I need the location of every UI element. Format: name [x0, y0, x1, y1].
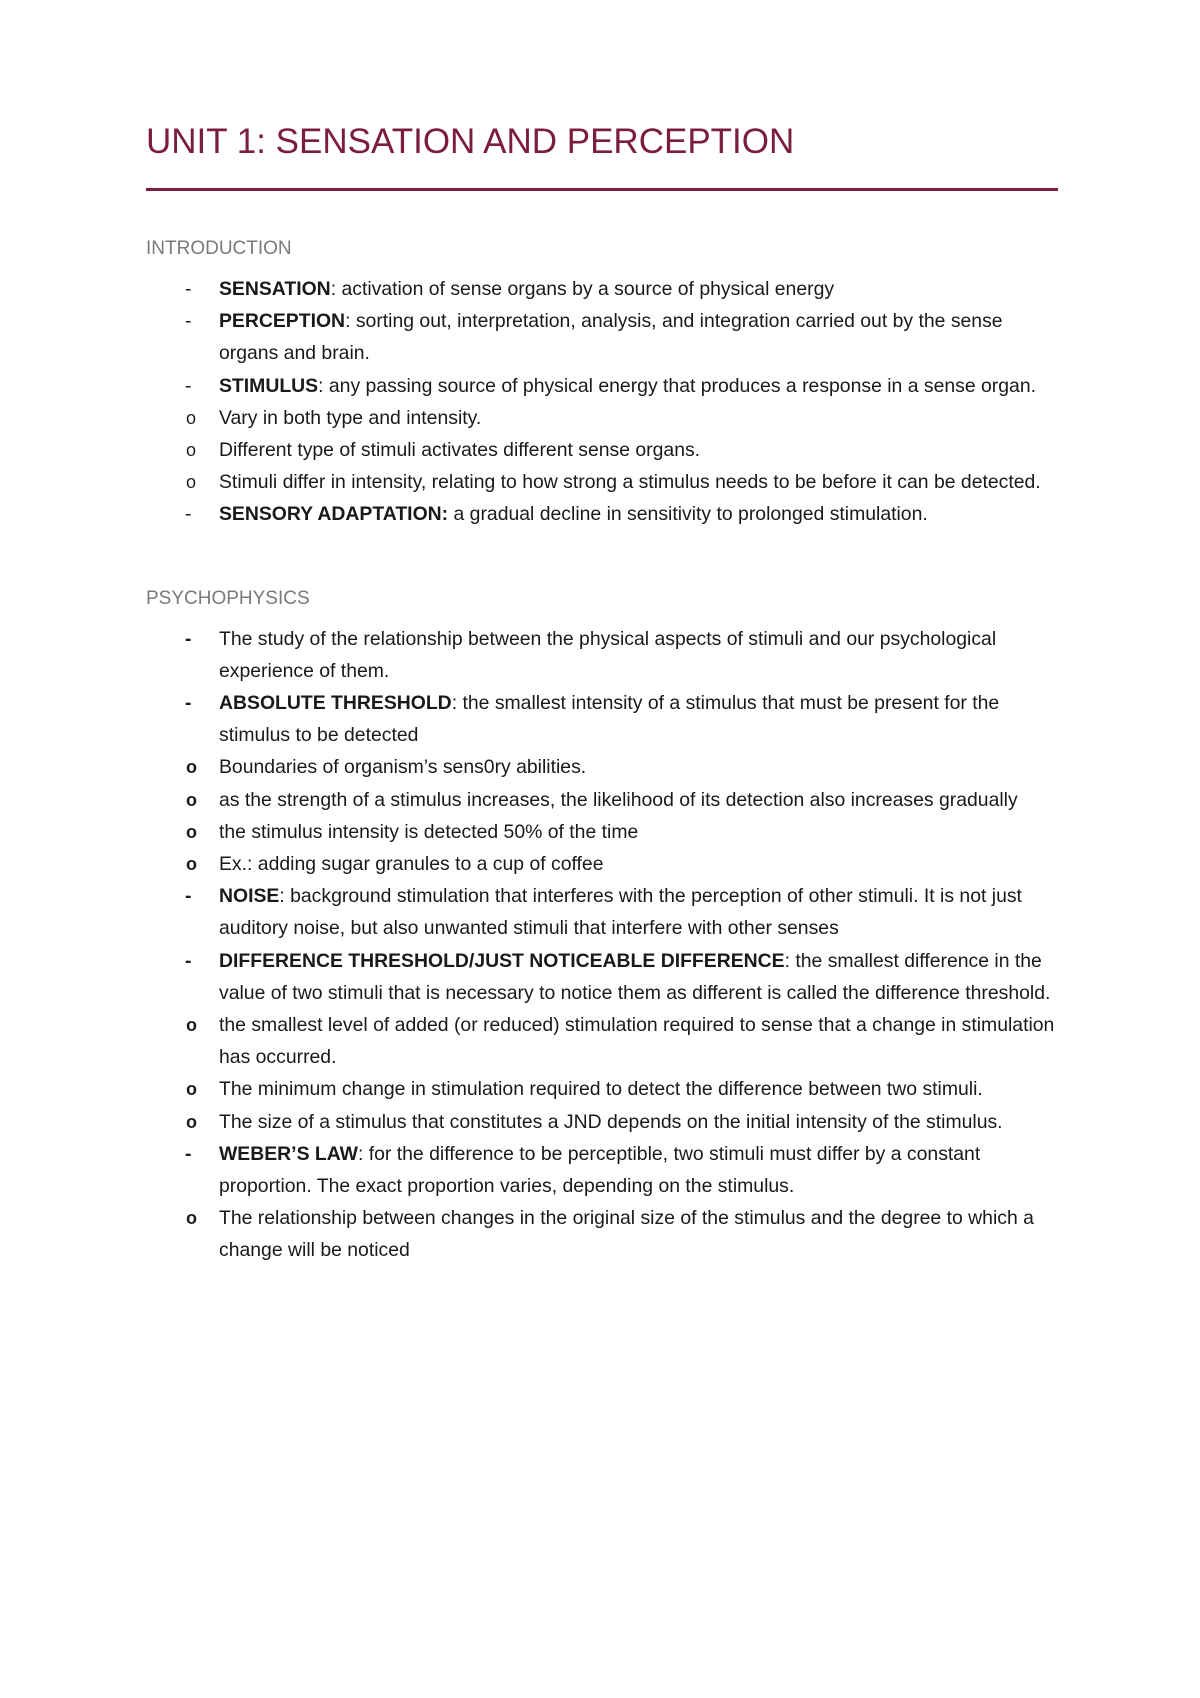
list-item — [146, 687, 1058, 751]
sub-list-item — [146, 1202, 1058, 1266]
dash-bullet: - — [185, 278, 192, 300]
sub-list — [146, 1009, 1058, 1138]
sub-list-item — [146, 466, 1058, 498]
circle-bullet-icon: o — [186, 821, 197, 842]
sub-item-text: The size of a stimulus that constitutes a JND depends on the initial intensity of the stimulus. — [219, 1110, 1003, 1133]
list-item — [146, 305, 1058, 369]
definition-text: a gradual decline in sensitivity to prolonged stimulation. — [448, 503, 928, 526]
term-label: PERCEPTION — [219, 310, 346, 333]
circle-bullet-icon: o — [186, 1111, 197, 1132]
term-label: NOISE — [219, 885, 280, 908]
sub-list-item — [146, 816, 1058, 848]
term-label: WEBER’S LAW — [219, 1142, 358, 1165]
sub-list-item — [146, 434, 1058, 466]
circle-bullet-icon: o — [186, 1015, 197, 1036]
definition-text: : sorting out, interpretation, analysis, and integration carried out by the sense organs and brain. — [219, 310, 1003, 365]
section-heading-introduction: INTRODUCTION — [146, 238, 292, 259]
dash-bullet: - — [185, 692, 192, 715]
definition-text: : background stimulation that interferes with the perception of other stimuli. It is not just auditory noise, but also unwanted stimuli that interfere with other senses — [219, 885, 1022, 940]
term-label: STIMULUS — [219, 374, 319, 397]
sub-list-item — [146, 1073, 1058, 1105]
sub-list-item — [146, 402, 1058, 434]
circle-bullet-icon: o — [186, 407, 197, 428]
sub-item-text: The minimum change in stimulation required to detect the difference between two stimuli. — [219, 1078, 983, 1101]
term-label: DIFFERENCE THRESHOLD/JUST NOTICEABLE DIFFERENCE — [219, 949, 785, 972]
section-heading-psychophysics: PSYCHOPHYSICS — [146, 587, 310, 609]
title-divider — [146, 188, 1058, 191]
definition-text: : activation of sense organs by a source of physical energy — [330, 278, 835, 300]
circle-bullet-icon: o — [186, 472, 197, 493]
sub-list — [146, 751, 1058, 880]
list-item — [146, 945, 1058, 1009]
sub-list — [146, 402, 1058, 499]
circle-bullet-icon: o — [186, 1079, 197, 1100]
sub-item-text: The relationship between changes in the original size of the stimulus and the degree to which a change will be noticed — [219, 1207, 1034, 1262]
dash-bullet: - — [185, 1142, 192, 1165]
sub-list — [146, 1202, 1058, 1266]
term-label: SENSORY ADAPTATION: — [219, 503, 449, 526]
sub-item-text: the stimulus intensity is detected 50% of the time — [219, 820, 639, 843]
list-item — [146, 880, 1058, 944]
circle-bullet-icon: o — [186, 789, 197, 810]
sub-list-item — [146, 848, 1058, 880]
document-body — [146, 118, 1058, 1267]
sub-item-text: as the strength of a stimulus increases, the likelihood of its detection also increases gradually — [219, 788, 1018, 811]
sub-item-text: Stimuli differ in intensity, relating to how strong a stimulus needs to be before it can be detected. — [219, 471, 1041, 494]
list-item — [146, 623, 1058, 687]
definition-text: : any passing source of physical energy that produces a response in a sense organ. — [318, 374, 1036, 397]
sub-item-text: Boundaries of organism’s sens0ry abilities. — [219, 756, 587, 779]
circle-bullet-icon: o — [186, 440, 197, 461]
definition-text: : for the difference to be perceptible, two stimuli must differ by a constant proportion. The exact proportion varies, depending on the stimulus. — [219, 1142, 981, 1198]
circle-bullet-icon: o — [186, 757, 197, 778]
dash-bullet: - — [185, 310, 192, 333]
definition-text: : the smallest difference in the value of two stimuli that is necessary to notice them as different is called the difference threshold. — [219, 949, 1051, 1004]
dash-bullet: - — [185, 949, 192, 972]
page-title: UNIT 1: SENSATION AND PERCEPTION — [146, 122, 795, 161]
sub-list-item — [146, 751, 1058, 783]
sub-list-item — [146, 1009, 1058, 1073]
list-item — [146, 273, 1058, 305]
sub-list-item — [146, 784, 1058, 816]
list-item — [146, 370, 1058, 402]
psychophysics-list — [146, 623, 1058, 1267]
definition-text: The study of the relationship between the physical aspects of stimuli and our psychological experience of them. — [219, 627, 997, 682]
introduction-list — [146, 273, 1058, 531]
sub-item-text: the smallest level of added (or reduced) stimulation required to sense that a change in stimulation has occurred. — [219, 1014, 1055, 1069]
list-item — [146, 1138, 1058, 1202]
list-item — [146, 498, 1058, 530]
circle-bullet-icon: o — [186, 854, 197, 875]
dash-bullet: - — [185, 374, 192, 397]
circle-bullet-icon: o — [186, 1208, 197, 1229]
dash-bullet: - — [185, 627, 192, 650]
sub-item-text: Vary in both type and intensity. — [219, 406, 482, 429]
term-label: SENSATION — [219, 278, 331, 300]
term-label: ABSOLUTE THRESHOLD — [219, 692, 452, 715]
dash-bullet: - — [185, 885, 192, 908]
sub-item-text: Different type of stimuli activates different sense organs. — [219, 439, 701, 462]
sub-list-item — [146, 1106, 1058, 1138]
dash-bullet: - — [185, 503, 192, 526]
definition-text: : the smallest intensity of a stimulus that must be present for the stimulus to be detected — [219, 692, 1000, 747]
sub-item-text: Ex.: adding sugar granules to a cup of coffee — [219, 853, 604, 876]
